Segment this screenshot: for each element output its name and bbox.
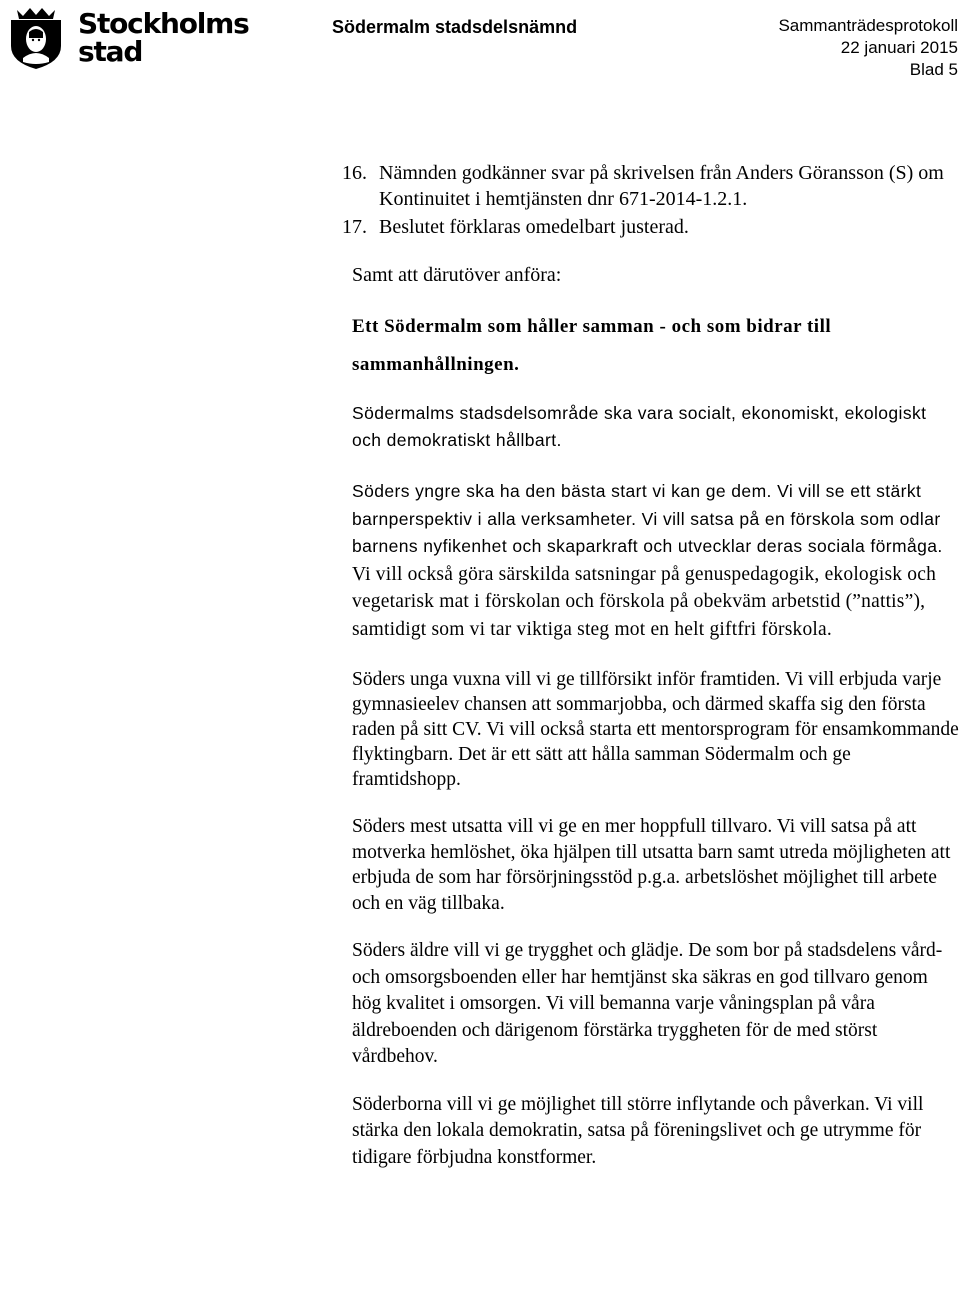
list-number: 17. <box>342 216 367 238</box>
logo-text: Stockholms stad <box>78 7 249 68</box>
crown-shield-icon <box>3 6 69 70</box>
list-item <box>342 214 960 240</box>
list-number: 16. <box>342 162 367 184</box>
list-text: Nämnden godkänner svar på skrivelsen från Anders Göransson (S) om Kontinuitet i hemtjänsten dnr 671-2014-1.2.1. <box>379 162 944 210</box>
meeting-date: 22 januari 2015 <box>840 38 958 57</box>
paragraph-young-part2: Vi vill också göra särskilda satsningar på genuspedagogik, ekologisk och vegetarisk mat i förskolan och förskola på obekväm arbetstid (”nattis”), samtidigt som vi tar viktiga steg mot en helt giftfri förskola. <box>352 563 937 640</box>
committee-name: Södermalm stadsdelsnämnd <box>332 17 578 37</box>
page-number: Blad 5 <box>909 60 958 79</box>
paragraph-young-part1: Söders yngre ska ha den bästa start vi kan ge dem. Vi vill se ett stärkt barnperspektiv i alla verksamheter. Vi vill satsa på en förskola som odlar barnens nyfikenhet och skaparkraft och utvecklar deras sociala förmåga. <box>352 481 943 556</box>
paragraph-vulnerable: Söders mest utsatta vill vi ge en mer hoppfull tillvaro. Vi vill satsa på att motverka hemlöshet, öka hjälpen till utsatta barn samt utreda möjligheten att erbjuda de som har försörjningsstöd p.g.a. arbetslöshet möjlighet till arbete och en väg tillbaka. <box>352 816 951 914</box>
paragraph-sustainability: Södermalms stadsdelsområde ska vara socialt, ekonomiskt, ekologiskt och demokratiskt hållbart. <box>352 403 927 450</box>
list-text: Beslutet förklaras omedelbart justerad. <box>379 216 689 238</box>
stockholm-logo <box>3 6 249 70</box>
paragraph-young-adults: Söders unga vuxna vill vi ge tillförsikt inför framtiden. Vi vill erbjuda varje gymnasieelev chansen att sommarjobba, och därmed skaffa sig den första raden på sitt CV. Vi vill också starta ett mentorsprogram för ensamkommande flyktingbarn. Det är ett sätt att hålla samman Södermalm och ge framtidshopp. <box>352 669 959 790</box>
paragraph-elderly: Söders äldre vill vi ge trygghet och glädje. De som bor på stadsdelens vård- och omsorgsboenden eller har hemtjänst ska säkras en god tillvaro genom hög kvalitet i omsorgen. Vi vill bemanna varje våningsplan på våra äldreboenden och därigenom förstärka tryggheten för de med störst vårdbehov. <box>352 940 943 1067</box>
list-item <box>342 160 960 212</box>
intro-text: Samt att därutöver anföra: <box>352 264 562 286</box>
document-body <box>342 160 960 1171</box>
section-title: Ett Södermalm som håller samman - och som bidrar till sammanhållningen. <box>352 316 832 375</box>
paragraph-democracy: Söderborna vill vi ge möjlighet till större inflytande och påverkan. Vi vill stärka den lokala demokratin, satsa på föreningslivet och ge utrymme för tidigare förbjudna konstformer. <box>352 1093 924 1168</box>
decision-list <box>342 160 960 240</box>
document-type: Sammanträdesprotokoll <box>778 16 958 35</box>
header-meta <box>778 15 958 81</box>
paragraph-young <box>342 478 960 643</box>
